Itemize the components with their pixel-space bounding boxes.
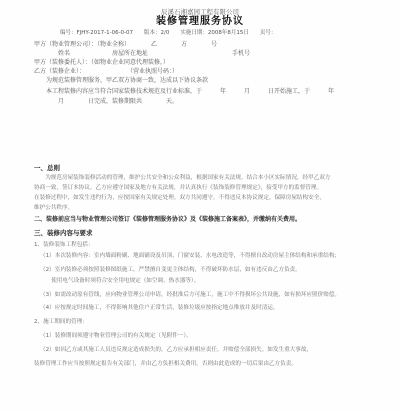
party-line: 甲方（物业管理公司）：（物业全称） 乙 方 号 xyxy=(34,41,218,48)
document-meta: 编号：FJHY-2017-1-06-0-07 版本：2/0 实施日期：2008年8月15日 页号： xyxy=(60,30,277,36)
closing-line: （1）装修期间须遵守物业管理公司的有关规定（见附件一）。 xyxy=(40,333,192,339)
paragraph-line: 在装修过程中，如发生违约行为，应按国家有关规定处理。双方共同遵守，不得违反本协议规定，保障房屋结构安全， xyxy=(34,195,325,201)
list-item: （3）如需改动原有管线，应向物业管理公司申请，经批准后方可施工，施工中不得损坏公共设施，如有损坏应照价赔偿。 xyxy=(40,292,341,298)
party-line: 月 日完成，装修期限共 天。 xyxy=(34,98,179,105)
emphasis-line: 二、装修前应当与物业管理公司签订《装修管理服务协议》及《装修施工备案表》，并缴纳有关费用。 xyxy=(34,216,302,223)
list-item: 使用电气设备时须符合安全用电规定（如空调、热水器等）。 xyxy=(40,278,200,284)
section-heading: 三、装修内容与要求 xyxy=(34,229,93,237)
party-line: 姓名 房屋所在地址 手机号 xyxy=(34,50,251,57)
party-line: 甲方（装修委托人）：（如物业企业同意代理装修，） xyxy=(34,59,170,66)
paragraph-line: 协商一致，签订本协议。乙方应遵守国家及地方有关法规，并认真执行《装饰装修管理规定》，接受甲方的监督管理。 xyxy=(34,185,323,191)
document-title: 装修管理服务协议 xyxy=(156,16,244,27)
closing-line: （2）如因乙方或其施工人员违反规定造成损失的，乙方应承担相应责任，并赔偿全部损失。如发生重大事故， xyxy=(40,347,313,353)
party-line: 乙方（装修企业）： （营业执照号码：） xyxy=(34,68,179,75)
list-item: （4）应按规定时间施工，不得影响其他住户正常生活，装修垃圾应按指定地点堆放并及时清运。 xyxy=(40,305,279,311)
closing-line: 装修管理工作应当按照规定报告有关部门，并由乙方负担相关费用。否则由此造成的一切后果由乙方负责。 xyxy=(34,361,297,367)
list-item: （1）本次装修内容：室内墙面粉刷、地面铺设及吊顶、门窗安装、水电改造等，不得擅自改动房屋主体结构和承重结构； xyxy=(40,253,341,259)
list-item: 2、施工期间的管理： xyxy=(34,319,88,325)
paragraph-line: 为规范房屋装饰装修活动的管理，维护公共安全和公众利益，根据国家有关法规，结合本小区实际情况，经甲乙双方 xyxy=(34,175,331,181)
section-heading: 一、总则 xyxy=(34,164,60,172)
list-item: 1、装修装饰工程包括： xyxy=(34,242,94,248)
organization-line: 辰溪石湘嘉园工程有限公司 xyxy=(161,8,239,16)
party-line: 为规范装修管理服务，甲乙双方协商一致，达成以下协议条款 xyxy=(34,77,209,84)
party-line: 本工程装修内容应当符合国家装修技术规范及行业标准，于 年 月 日开始施工，于 年 xyxy=(34,88,335,95)
paragraph-line: 维护公共秩序。 xyxy=(34,205,74,211)
list-item: （2）室内装修必须按照装修图纸施工，严禁擅自变更主体结构，不得破坏防水层，如有违反由乙方负责。 xyxy=(40,267,301,273)
